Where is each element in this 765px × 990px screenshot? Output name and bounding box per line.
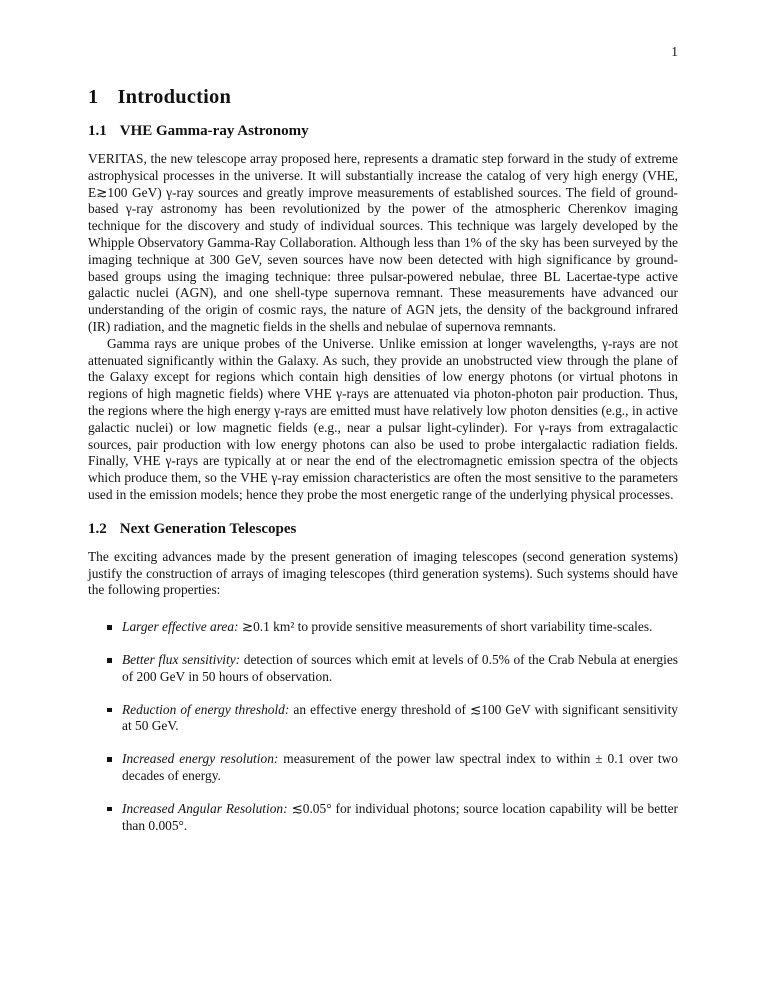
bullet-lead-label: Increased Angular Resolution: bbox=[122, 800, 288, 816]
bullet-icon bbox=[107, 708, 112, 713]
section-heading-introduction bbox=[88, 86, 678, 109]
bullet-icon bbox=[107, 757, 112, 762]
list-item bbox=[88, 751, 678, 785]
bullet-text: ≳0.1 km² to provide sensitive measurements of short variability time-scales. bbox=[238, 619, 653, 635]
bullet-text: an effective energy threshold of ≲100 GeV with significant sensitivity at 50 GeV. bbox=[122, 701, 678, 734]
paragraph-veritas-overview: VERITAS, the new telescope array proposed here, represents a dramatic step forward in the study of extreme astrophysical processes in the universe. It will substantially increase the catalog of very high energy (VHE, E≳100 GeV) γ-ray sources and greatly improve measurements of established sources. The field of ground-based γ-ray astronomy has been revolutionized by the power of the atmospheric Cherenkov imaging technique for the discovery and study of individual sources. This technique was largely developed by the Whipple Observatory Gamma-Ray Collaboration. Although less than 1% of the sky has been surveyed by the imaging technique at 300 GeV, seven sources have now been detected with high significance by ground-based groups using the imaging technique: three pulsar-powered nebulae, three BL Lacertae-type active galactic nuclei (AGN), and one shell-type supernova remnant. These measurements have advanced our understanding of the origin of cosmic rays, the nature of AGN jets, the density of the background infrared (IR) radiation, and the magnetic fields in the shells and nebulae of supernova remnants. bbox=[88, 151, 678, 334]
properties-list bbox=[88, 619, 678, 834]
bullet-text: measurement of the power law spectral index to within ± 0.1 over two decades of energy. bbox=[122, 751, 679, 783]
bullet-icon bbox=[107, 807, 112, 812]
list-item bbox=[88, 702, 678, 736]
section-number: 1 bbox=[88, 86, 99, 108]
bullet-icon bbox=[107, 658, 112, 663]
page-number: 1 bbox=[671, 44, 678, 59]
list-item bbox=[88, 801, 678, 835]
subsection-title: VHE Gamma-ray Astronomy bbox=[119, 123, 309, 139]
paragraph-gamma-ray-probes: Gamma rays are unique probes of the Universe. Unlike emission at longer wavelengths, γ-rays are not attenuated significantly within the Galaxy. As such, they provide an unobstructed view through the plane of the Galaxy except for regions which contain high densities of low energy photons (or virtual photons in regions of high magnetic fields) where VHE γ-rays are attenuated via photon-photon pair production. Thus, the regions where the high energy γ-rays are emitted must have relatively low photon densities (e.g., in active galactic nuclei) or low magnetic fields (e.g., near a pulsar light-cylinder). For γ-rays from extragalactic sources, pair production with low energy photons can also be used to probe intergalactic radiation fields. Finally, VHE γ-rays are typically at or near the end of the electromagnetic emission spectra of the objects which produce them, so the VHE γ-ray emission characteristics are often the most sensitive to the parameters used in the emission models; hence they probe the most energetic range of the underlying physical processes. bbox=[88, 335, 678, 502]
list-item bbox=[88, 619, 678, 636]
bullet-lead-label: Better flux sensitivity: bbox=[122, 651, 241, 667]
page-content bbox=[88, 86, 678, 850]
bullet-text: detection of sources which emit at levels of 0.5% of the Crab Nebula at energies of 200 GeV in 50 hours of observation. bbox=[122, 651, 678, 684]
section-title: Introduction bbox=[117, 86, 232, 108]
subsection-number: 1.2 bbox=[88, 520, 107, 537]
subsection-heading-vhe-gamma-ray-astronomy bbox=[88, 123, 678, 140]
bullet-lead-label: Increased energy resolution: bbox=[122, 751, 279, 767]
bullet-icon bbox=[107, 625, 112, 630]
bullet-lead-label: Reduction of energy threshold: bbox=[122, 701, 290, 717]
bullet-text: ≲0.05° for individual photons; source location capability will be better than 0.005°. bbox=[122, 800, 678, 833]
bullet-lead-label: Larger effective area: bbox=[122, 619, 239, 635]
paragraph-next-generation-intro: The exciting advances made by the present generation of imaging telescopes (second generation systems) justify the construction of arrays of imaging telescopes (third generation systems). Such systems should have the following properties: bbox=[88, 548, 678, 598]
list-item bbox=[88, 652, 678, 686]
subsection-heading-next-generation-telescopes bbox=[88, 521, 678, 538]
subsection-number: 1.1 bbox=[88, 123, 107, 139]
subsection-title: Next Generation Telescopes bbox=[119, 520, 297, 537]
